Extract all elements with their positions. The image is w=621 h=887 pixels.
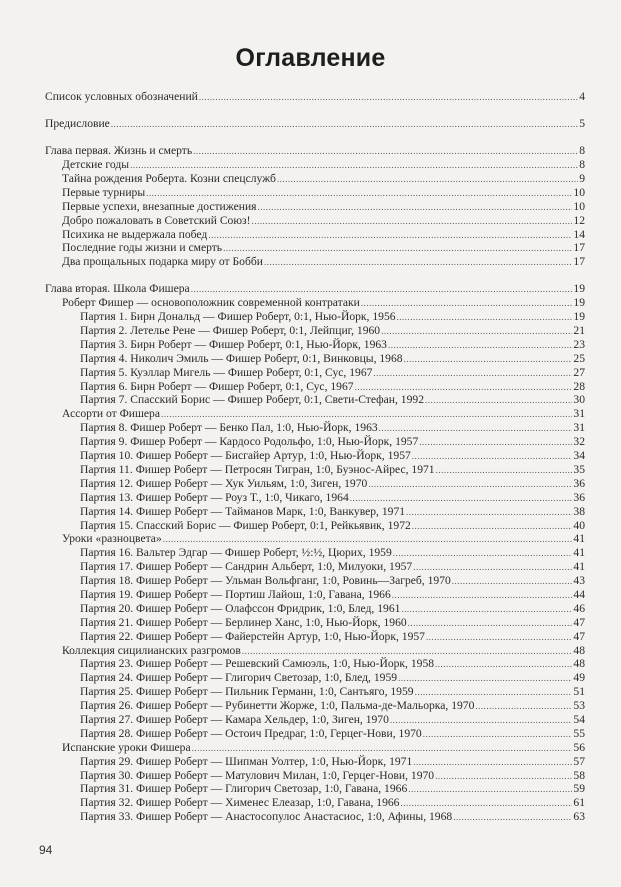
entry-page-number: 21 xyxy=(573,324,585,338)
dot-leader xyxy=(199,91,578,105)
entry-title: Роберт Фишер — основоположник современной контратаки xyxy=(62,296,360,310)
toc-game-entry xyxy=(45,449,585,463)
toc-game-entry xyxy=(45,310,585,324)
entry-page-number: 10 xyxy=(573,185,585,199)
dot-leader xyxy=(373,367,572,381)
dot-leader xyxy=(191,283,573,297)
dot-leader xyxy=(412,520,573,534)
entry-title: Партия 9. Фишер Роберт — Кардосо Родольфо, 1:0, Нью-Йорк, 1957 xyxy=(80,435,419,449)
toc-game-entry xyxy=(45,796,585,810)
entry-title: Партия 27. Фишер Роберт — Камара Хельдер, 1:0, Зиген, 1970 xyxy=(80,712,389,726)
toc-chapter-entry xyxy=(45,90,585,104)
entry-title: Партия 19. Фишер Роберт — Портиш Лайош, 1:0, Гавана, 1966 xyxy=(80,587,391,601)
toc-chapter-entry xyxy=(45,144,585,158)
toc-game-entry xyxy=(45,685,585,699)
entry-page-number: 44 xyxy=(573,587,585,601)
entry-page-number: 31 xyxy=(573,407,585,421)
toc-game-entry xyxy=(45,380,585,394)
dot-leader xyxy=(423,728,573,742)
dot-leader xyxy=(419,436,572,450)
entry-page-number: 43 xyxy=(573,574,585,588)
dot-leader xyxy=(404,353,573,367)
entry-page-number: 12 xyxy=(573,213,585,227)
dot-leader xyxy=(193,145,578,159)
entry-title: Добро пожаловать в Советский Союз! xyxy=(62,213,251,227)
dot-leader xyxy=(277,173,578,187)
dot-leader xyxy=(413,561,572,575)
entry-page-number: 17 xyxy=(573,255,585,269)
dot-leader xyxy=(453,811,572,825)
toc-chapter-entry xyxy=(45,117,585,131)
entry-title: Партия 18. Фишер Роберт — Ульман Вольфганг, 1:0, Ровинь—Загреб, 1970 xyxy=(80,574,451,588)
toc-section-entry xyxy=(45,200,585,214)
toc-game-entry xyxy=(45,671,585,685)
toc-game-entry xyxy=(45,463,585,477)
dot-leader xyxy=(388,339,572,353)
dot-leader xyxy=(208,229,572,243)
dot-leader xyxy=(264,256,572,270)
dot-leader xyxy=(413,756,572,770)
dot-leader xyxy=(408,783,572,797)
entry-page-number: 36 xyxy=(573,476,585,490)
entry-page-number: 38 xyxy=(573,504,585,518)
dot-leader xyxy=(401,603,572,617)
entry-title: Партия 21. Фишер Роберт — Берлинер Ханс, 1:0, Нью-Йорк, 1960 xyxy=(80,615,407,629)
toc-section-entry xyxy=(45,228,585,242)
dot-leader xyxy=(398,672,572,686)
dot-leader xyxy=(475,700,572,714)
entry-title: Партия 26. Фишер Роберт — Рубинетти Жорже, 1:0, Пальма-де-Мальорка, 1970 xyxy=(80,699,475,713)
dot-leader xyxy=(436,464,573,478)
entry-title: Партия 29. Фишер Роберт — Шипман Уолтер, 1:0, Нью-Йорк, 1971 xyxy=(80,754,413,768)
toc-game-entry xyxy=(45,713,585,727)
entry-title: Предисловие xyxy=(45,117,110,131)
entry-page-number: 8 xyxy=(579,158,585,172)
entry-title: Глава первая. Жизнь и смерть xyxy=(45,144,193,158)
entry-title: Глава вторая. Школа Фишера xyxy=(45,282,190,296)
dot-leader xyxy=(415,686,573,700)
entry-title: Партия 6. Бирн Роберт — Фишер Роберт, 0:1, Сус, 1967 xyxy=(80,379,354,393)
entry-page-number: 63 xyxy=(573,810,585,824)
toc-game-entry xyxy=(45,782,585,796)
toc-game-entry xyxy=(45,769,585,783)
entry-page-number: 51 xyxy=(573,685,585,699)
toc-game-entry xyxy=(45,366,585,380)
dot-leader xyxy=(192,742,573,756)
toc-section-entry xyxy=(45,214,585,228)
toc-game-entry xyxy=(45,519,585,533)
dot-leader xyxy=(381,325,572,339)
dot-leader xyxy=(435,770,572,784)
entry-page-number: 31 xyxy=(573,421,585,435)
entry-title: Психика не выдержала побед xyxy=(62,227,208,241)
dot-leader xyxy=(258,201,573,215)
entry-title: Партия 24. Фишер Роберт — Глигорич Светозар, 1:0, Блед, 1959 xyxy=(80,671,398,685)
entry-page-number: 61 xyxy=(573,796,585,810)
entry-title: Партия 32. Фишер Роберт — Хименес Елеазар, 1:0, Гавана, 1966 xyxy=(80,796,400,810)
entry-page-number: 48 xyxy=(573,657,585,671)
entry-page-number: 35 xyxy=(573,462,585,476)
entry-title: Партия 1. Бирн Дональд — Фишер Роберт, 0:1, Нью-Йорк, 1956 xyxy=(80,310,396,324)
dot-leader xyxy=(163,533,573,547)
entry-page-number: 10 xyxy=(573,199,585,213)
entry-title: Коллекция сицилианских разгромов xyxy=(62,643,241,657)
dot-leader xyxy=(355,381,573,395)
entry-title: Партия 15. Спасский Борис — Фишер Роберт, 0:1, Рейкьявик, 1972 xyxy=(80,518,411,532)
dot-leader xyxy=(412,450,573,464)
entry-page-number: 46 xyxy=(573,601,585,615)
entry-title: Партия 2. Летелье Рене — Фишер Роберт, 0:1, Лейпциг, 1960 xyxy=(80,324,381,338)
entry-title: Партия 13. Фишер Роберт — Роуз Т., 1:0, Чикаго, 1964 xyxy=(80,490,349,504)
entry-title: Партия 25. Фишер Роберт — Пильник Германн, 1:0, Сантьяго, 1959 xyxy=(80,685,414,699)
entry-title: Первые турниры xyxy=(62,185,146,199)
entry-title: Партия 7. Спасский Борис — Фишер Роберт, 0:1, Свети-Стефан, 1992 xyxy=(80,393,424,407)
toc-game-entry xyxy=(45,477,585,491)
toc-section-entry xyxy=(45,158,585,172)
entry-page-number: 59 xyxy=(573,782,585,796)
entry-page-number: 55 xyxy=(573,726,585,740)
toc-section-entry xyxy=(45,296,585,310)
entry-title: Партия 14. Фишер Роберт — Тайманов Марк, 1:0, Ванкувер, 1971 xyxy=(80,504,406,518)
entry-page-number: 30 xyxy=(573,393,585,407)
entry-title: Партия 17. Фишер Роберт — Сандрин Альберт, 1:0, Милуоки, 1957 xyxy=(80,560,413,574)
dot-leader xyxy=(368,478,572,492)
toc-game-entry xyxy=(45,755,585,769)
entry-title: Два прощальных подарка миру от Бобби xyxy=(62,255,263,269)
entry-title: Партия 10. Фишер Роберт — Бисгайер Артур, 1:0, Нью-Йорк, 1957 xyxy=(80,449,411,463)
entry-title: Партия 12. Фишер Роберт — Хук Уильям, 1:0, Зиген, 1970 xyxy=(80,476,368,490)
page-title: Оглавление xyxy=(235,44,386,72)
toc-game-entry xyxy=(45,630,585,644)
entry-page-number: 17 xyxy=(573,241,585,255)
toc-game-entry xyxy=(45,338,585,352)
entry-title: Испанские уроки Фишера xyxy=(62,740,191,754)
toc-game-entry xyxy=(45,505,585,519)
entry-page-number: 53 xyxy=(573,699,585,713)
toc-game-entry xyxy=(45,560,585,574)
entry-page-number: 19 xyxy=(573,310,585,324)
entry-title: Партия 20. Фишер Роберт — Олафссон Фридрик, 1:0, Блед, 1961 xyxy=(80,601,401,615)
entry-page-number: 4 xyxy=(579,90,585,103)
entry-page-number: 36 xyxy=(573,490,585,504)
toc-game-entry xyxy=(45,657,585,671)
entry-page-number: 56 xyxy=(573,740,585,754)
entry-page-number: 57 xyxy=(573,754,585,768)
dot-leader xyxy=(397,311,573,325)
entry-title: Первые успехи, внезапные достижения xyxy=(62,199,257,213)
dot-leader xyxy=(130,159,578,173)
toc-game-entry xyxy=(45,491,585,505)
entry-title: Партия 8. Фишер Роберт — Бенко Пал, 1:0, Нью-Йорк, 1963 xyxy=(80,421,378,435)
entry-page-number: 5 xyxy=(579,117,585,131)
toc-section-entry xyxy=(45,255,585,269)
dot-leader xyxy=(223,242,572,256)
toc-game-entry xyxy=(45,810,585,824)
entry-page-number: 40 xyxy=(573,518,585,532)
toc-game-entry xyxy=(45,324,585,338)
entry-page-number: 28 xyxy=(573,379,585,393)
entry-page-number: 19 xyxy=(573,296,585,310)
dot-leader xyxy=(400,797,572,811)
entry-title: Ассорти от Фишера xyxy=(62,407,160,421)
dot-leader xyxy=(408,617,573,631)
dot-leader xyxy=(390,714,573,728)
entry-title: Последние годы жизни и смерть xyxy=(62,241,223,255)
entry-page-number: 49 xyxy=(573,671,585,685)
entry-page-number: 19 xyxy=(573,282,585,296)
entry-title: Детские годы xyxy=(62,158,130,172)
toc-section-entry xyxy=(45,172,585,186)
dot-leader xyxy=(393,547,573,561)
entry-title: Партия 16. Вальтер Эдгар — Фишер Роберт, ½:½, Цюрих, 1959 xyxy=(80,546,392,560)
dot-leader xyxy=(426,631,572,645)
toc-section-entry xyxy=(45,741,585,755)
entry-page-number: 48 xyxy=(573,643,585,657)
dot-leader xyxy=(111,118,578,132)
toc-game-entry xyxy=(45,602,585,616)
toc-section-entry xyxy=(45,186,585,200)
toc-game-entry xyxy=(45,352,585,366)
entry-page-number: 41 xyxy=(573,532,585,546)
entry-page-number: 14 xyxy=(573,227,585,241)
toc-game-entry xyxy=(45,574,585,588)
entry-page-number: 47 xyxy=(573,615,585,629)
entry-title: Партия 4. Николич Эмиль — Фишер Роберт, 0:1, Винковцы, 1968 xyxy=(80,351,403,365)
entry-title: Партия 23. Фишер Роберт — Решевский Самюэль, 1:0, Нью-Йорк, 1958 xyxy=(80,657,435,671)
entry-page-number: 41 xyxy=(573,560,585,574)
entry-title: Партия 22. Фишер Роберт — Файерстейн Артур, 1:0, Нью-Йорк, 1957 xyxy=(80,629,425,643)
dot-leader xyxy=(251,215,572,229)
dot-leader xyxy=(435,658,572,672)
entry-title: Партия 5. Куэллар Мигель — Фишер Роберт, 0:1, Сус, 1967 xyxy=(80,365,373,379)
entry-page-number: 47 xyxy=(573,629,585,643)
dot-leader xyxy=(392,589,573,603)
toc-game-entry xyxy=(45,421,585,435)
toc-game-entry xyxy=(45,727,585,741)
entry-page-number: 32 xyxy=(573,435,585,449)
entry-page-number: 34 xyxy=(573,449,585,463)
toc-game-entry xyxy=(45,588,585,602)
entry-page-number: 27 xyxy=(573,365,585,379)
toc-game-entry xyxy=(45,699,585,713)
entry-page-number: 54 xyxy=(573,712,585,726)
toc-section-entry xyxy=(45,407,585,421)
dot-leader xyxy=(406,506,572,520)
entry-title: Уроки «разноцвета» xyxy=(62,532,162,546)
entry-page-number: 23 xyxy=(573,337,585,351)
entry-title: Партия 11. Фишер Роберт — Петросян Тигран, 1:0, Буэнос-Айрес, 1971 xyxy=(80,462,435,476)
toc-game-entry xyxy=(45,435,585,449)
entry-title: Партия 28. Фишер Роберт — Остоич Предраг, 1:0, Герцег-Нови, 1970 xyxy=(80,726,422,740)
entry-title: Тайна рождения Роберта. Козни спецслужб xyxy=(62,171,276,185)
toc-chapter-entry xyxy=(45,282,585,296)
entry-title: Партия 3. Бирн Роберт — Фишер Роберт, 0:1, Нью-Йорк, 1963 xyxy=(80,337,387,351)
dot-leader xyxy=(350,492,573,506)
table-of-contents xyxy=(45,90,585,824)
dot-leader xyxy=(452,575,573,589)
toc-game-entry xyxy=(45,393,585,407)
entry-page-number: 9 xyxy=(579,171,585,185)
toc-section-entry xyxy=(45,241,585,255)
entry-page-number: 41 xyxy=(573,546,585,560)
entry-page-number: 58 xyxy=(573,768,585,782)
toc-section-entry xyxy=(45,532,585,546)
dot-leader xyxy=(425,394,572,408)
entry-title: Список условных обозначений xyxy=(45,90,198,103)
entry-page-number: 25 xyxy=(573,351,585,365)
toc-game-entry xyxy=(45,546,585,560)
dot-leader xyxy=(146,187,572,201)
page-number: 94 xyxy=(39,843,53,857)
toc-game-entry xyxy=(45,616,585,630)
entry-page-number: 8 xyxy=(579,144,585,158)
entry-title: Партия 31. Фишер Роберт — Глигорич Светозар, 1:0, Гавана, 1966 xyxy=(80,782,408,796)
entry-title: Партия 33. Фишер Роберт — Анастосопулос Анастасиос, 1:0, Афины, 1968 xyxy=(80,810,453,824)
entry-title: Партия 30. Фишер Роберт — Матулович Милан, 1:0, Герцег-Нови, 1970 xyxy=(80,768,435,782)
toc-section-entry xyxy=(45,644,585,658)
